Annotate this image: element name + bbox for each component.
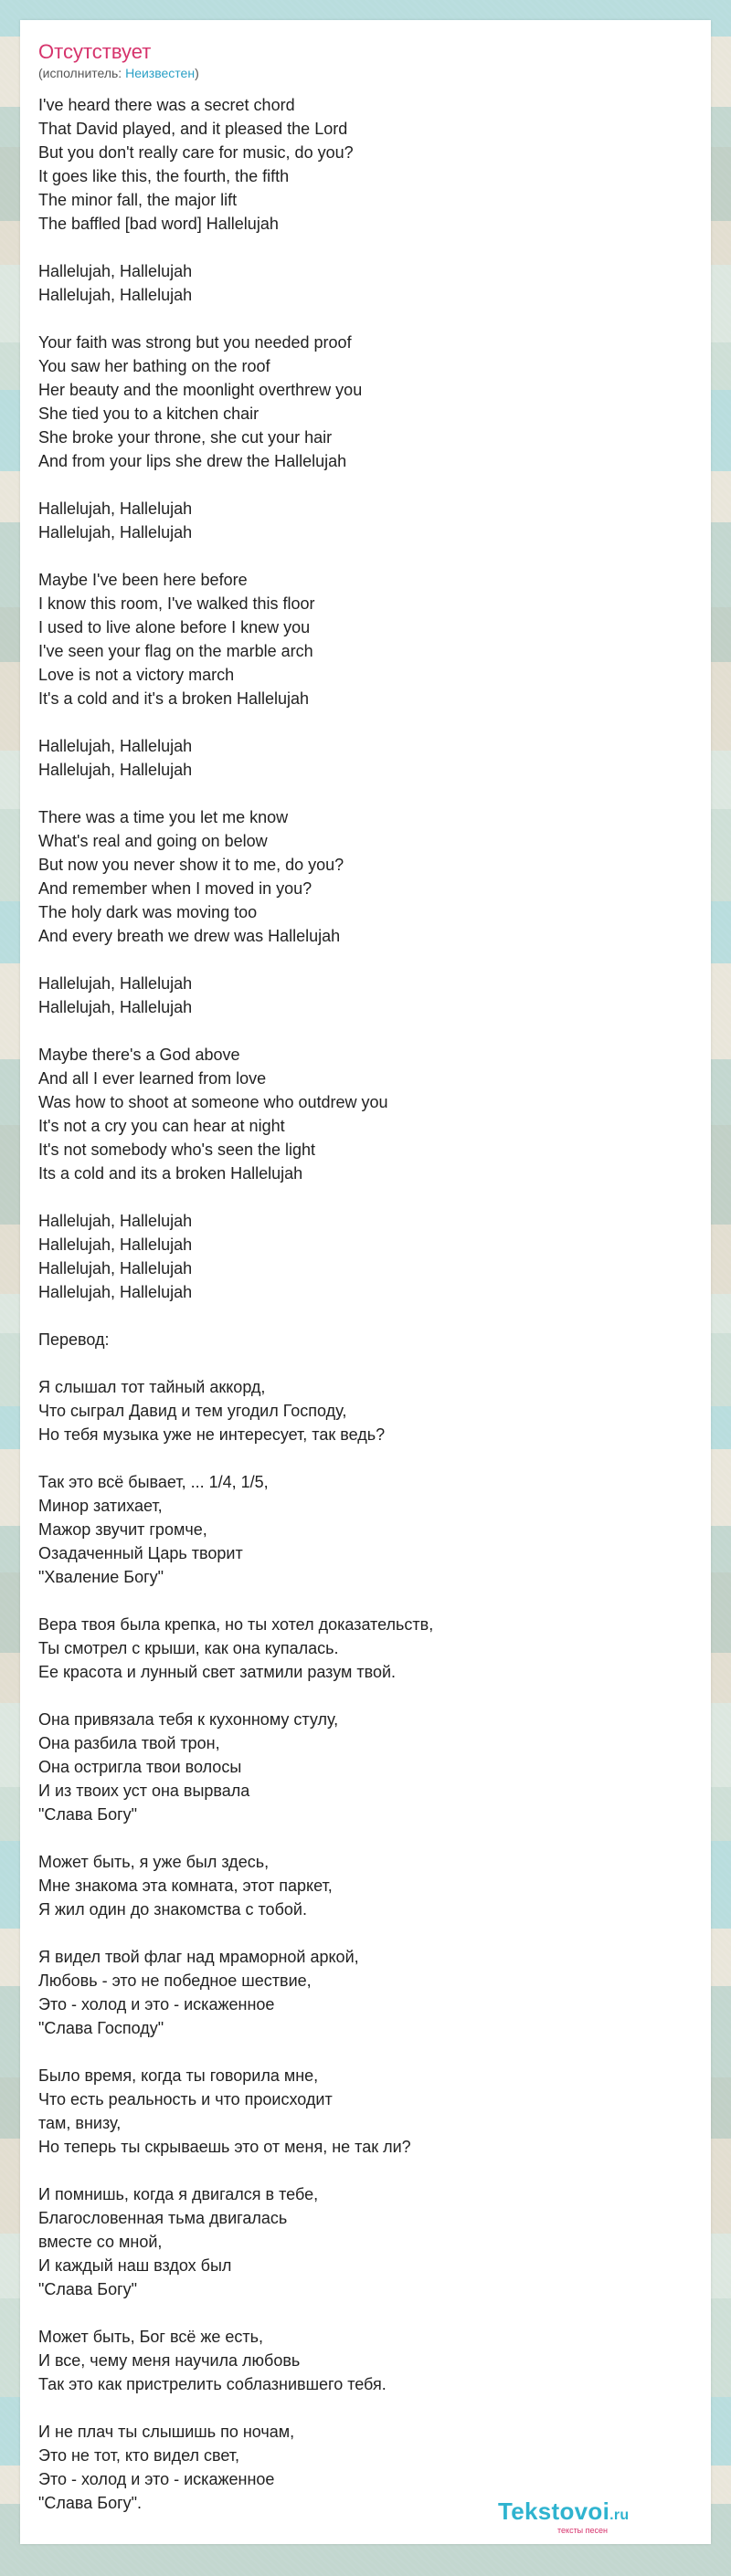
lyric-line: Было время, когда ты говорила мне, [38,2066,319,2085]
lyric-line: And remember when I moved in you? [38,879,313,898]
lyric-line: "Слава Богу" [38,1805,138,1824]
lyric-line: I used to live alone before I knew you [38,618,311,636]
lyric-line: Hallelujah, Hallelujah [38,1259,193,1277]
artist-line [38,66,199,80]
lyric-line: It's not a cry you can hear at night [38,1117,285,1135]
lyric-line: Что есть реальность и что происходит [38,2090,333,2108]
lyric-line: И все, чему меня научила любовь [38,2351,301,2370]
song-header [20,20,711,93]
stanza-gap [38,2159,693,2182]
lyric-line: The holy dark was moving too [38,903,258,921]
lyric-line: She tied you to a kitchen chair [38,405,260,423]
lyric-line: Hallelujah, Hallelujah [38,974,193,993]
lyric-line: You saw her bathing on the roof [38,357,270,375]
lyric-line: But you don't really care for music, do you? [38,143,354,162]
site-logo[interactable] [498,2497,630,2526]
lyric-line: Что сыграл Давид и тем угодил Господу, [38,1402,347,1420]
stanza-gap [38,1589,693,1613]
lyric-line: Я видел твой флаг над мраморной аркой, [38,1948,359,1966]
lyric-line: That David played, and it pleased the Lord [38,120,348,138]
lyric-line: И не плач ты слышишь по ночам, [38,2423,295,2441]
lyric-line: "Хваление Богу" [38,1568,164,1586]
stanza-gap [38,473,693,497]
lyric-line: вместе со мной, [38,2233,163,2251]
lyric-line: And every breath we drew was Hallelujah [38,927,341,945]
lyric-line: It goes like this, the fourth, the fifth [38,167,290,185]
lyric-line: И помнишь, когда я двигался в тебе, [38,2185,319,2203]
lyric-line: Its a cold and its a broken Hallelujah [38,1164,303,1183]
lyric-line: And from your lips she drew the Hallelujah [38,452,347,470]
lyric-line: Она привязала тебя к кухонному стулу, [38,1710,339,1729]
lyric-line: "Слава Богу". [38,2494,143,2512]
lyric-line: The minor fall, the major lift [38,191,238,209]
artist-suffix: ) [195,66,199,80]
lyric-line: Благословенная тьма двигалась [38,2209,288,2227]
lyric-line: Hallelujah, Hallelujah [38,262,193,280]
lyric-line: What's real and going on below [38,832,268,850]
song-title: Отсутствует [38,40,152,63]
stanza-gap [38,1304,693,1328]
lyric-line: And all I ever learned from love [38,1069,267,1088]
lyric-line: Was how to shoot at someone who outdrew you [38,1093,388,1111]
stanza-gap [38,2301,693,2325]
lyric-line: Ты смотрел с крыши, как она купалась. [38,1639,339,1657]
lyric-line: Я жил один до знакомства с тобой. [38,1900,307,1919]
lyric-line: Hallelujah, Hallelujah [38,737,193,755]
lyric-line: И каждый наш вздох был [38,2256,232,2275]
lyric-line: Она остригла твои волосы [38,1758,242,1776]
lyric-line: Я слышал тот тайный аккорд, [38,1378,266,1396]
lyric-line: Hallelujah, Hallelujah [38,523,193,541]
lyric-line: I know this room, I've walked this floor [38,594,315,613]
lyric-line: Любовь - это не победное шествие, [38,1971,312,1990]
stanza-gap [38,782,693,805]
stanza-gap [38,1446,693,1470]
lyric-line: Перевод: [38,1330,110,1349]
lyric-line: Минор затихает, [38,1497,163,1515]
stanza-gap [38,1921,693,1945]
lyric-line: There was a time you let me know [38,808,289,826]
lyric-line: Мне знакома эта комната, этот паркет, [38,1877,333,1895]
logo-name: Tekstovoi [498,2497,610,2525]
artist-link[interactable]: Неизвестен [125,66,196,80]
lyric-line: Это не тот, кто видел свет, [38,2446,240,2465]
stanza-gap [38,1019,693,1043]
lyric-line: Но теперь ты скрываешь это от меня, не так ли? [38,2138,411,2156]
lyric-line: Мажор звучит громче, [38,1520,207,1539]
lyric-line: Her beauty and the moonlight overthrew you [38,381,363,399]
stanza-gap [38,710,693,734]
lyric-line: But now you never show it to me, do you? [38,856,344,874]
stanza-gap [38,1826,693,1850]
lyric-line: Maybe there's a God above [38,1046,240,1064]
lyric-line: It's a cold and it's a broken Hallelujah [38,689,310,708]
lyrics-card [20,20,711,2544]
lyric-line: She broke your throne, she cut your hair [38,428,333,447]
stanza-gap [38,2040,693,2064]
stanza-gap [38,544,693,568]
lyric-line: Hallelujah, Hallelujah [38,998,193,1016]
stanza-gap [38,1351,693,1375]
lyric-line: The baffled [bad word] Hallelujah [38,215,279,233]
stanza-gap [38,948,693,972]
lyric-line: Вера твоя была крепка, но ты хотел доказательств, [38,1615,434,1634]
lyric-line: Может быть, я уже был здесь, [38,1853,270,1871]
lyric-line: Hallelujah, Hallelujah [38,1283,193,1301]
stanza-gap [38,1185,693,1209]
lyric-line: Maybe I've been here before [38,571,248,589]
stanza-gap [38,307,693,331]
stanza-gap [38,2396,693,2420]
lyric-line: "Слава Богу" [38,2280,138,2298]
lyric-line: Она разбила твой трон, [38,1734,220,1752]
lyric-line: Hallelujah, Hallelujah [38,1212,193,1230]
lyric-line: Так это всё бывает, ... 1/4, 1/5, [38,1473,269,1491]
lyric-line: "Слава Господу" [38,2019,164,2037]
lyric-line: I've heard there was a secret chord [38,96,295,114]
stanza-gap [38,236,693,259]
lyric-line: там, внизу, [38,2114,122,2132]
lyric-line: И из твоих уст она вырвала [38,1782,250,1800]
lyric-line: It's not somebody who's seen the light [38,1141,316,1159]
logo-tld: .ru [609,2508,630,2523]
logo-tagline: тексты песен [557,2526,609,2535]
lyric-line: Your faith was strong but you needed proof [38,333,352,352]
lyric-line: Love is not a victory march [38,666,235,684]
lyric-line: Hallelujah, Hallelujah [38,761,193,779]
lyric-line: I've seen your flag on the marble arch [38,642,313,660]
lyric-line: Это - холод и это - искаженное [38,1995,275,2013]
artist-prefix: (исполнитель: [38,66,126,80]
lyric-line: Hallelujah, Hallelujah [38,1235,193,1254]
lyrics-body [38,93,693,2515]
lyric-line: Но тебя музыка уже не интересует, так ведь? [38,1425,386,1444]
lyric-line: Ее красота и лунный свет затмили разум твой. [38,1663,397,1681]
stanza-gap [38,1684,693,1708]
lyric-line: Озадаченный Царь творит [38,1544,243,1562]
lyric-line: Hallelujah, Hallelujah [38,499,193,518]
lyric-line: Может быть, Бог всё же есть, [38,2328,264,2346]
lyric-line: Это - холод и это - искаженное [38,2470,275,2488]
lyric-line: Так это как пристрелить соблазнившего тебя. [38,2375,387,2393]
lyric-line: Hallelujah, Hallelujah [38,286,193,304]
